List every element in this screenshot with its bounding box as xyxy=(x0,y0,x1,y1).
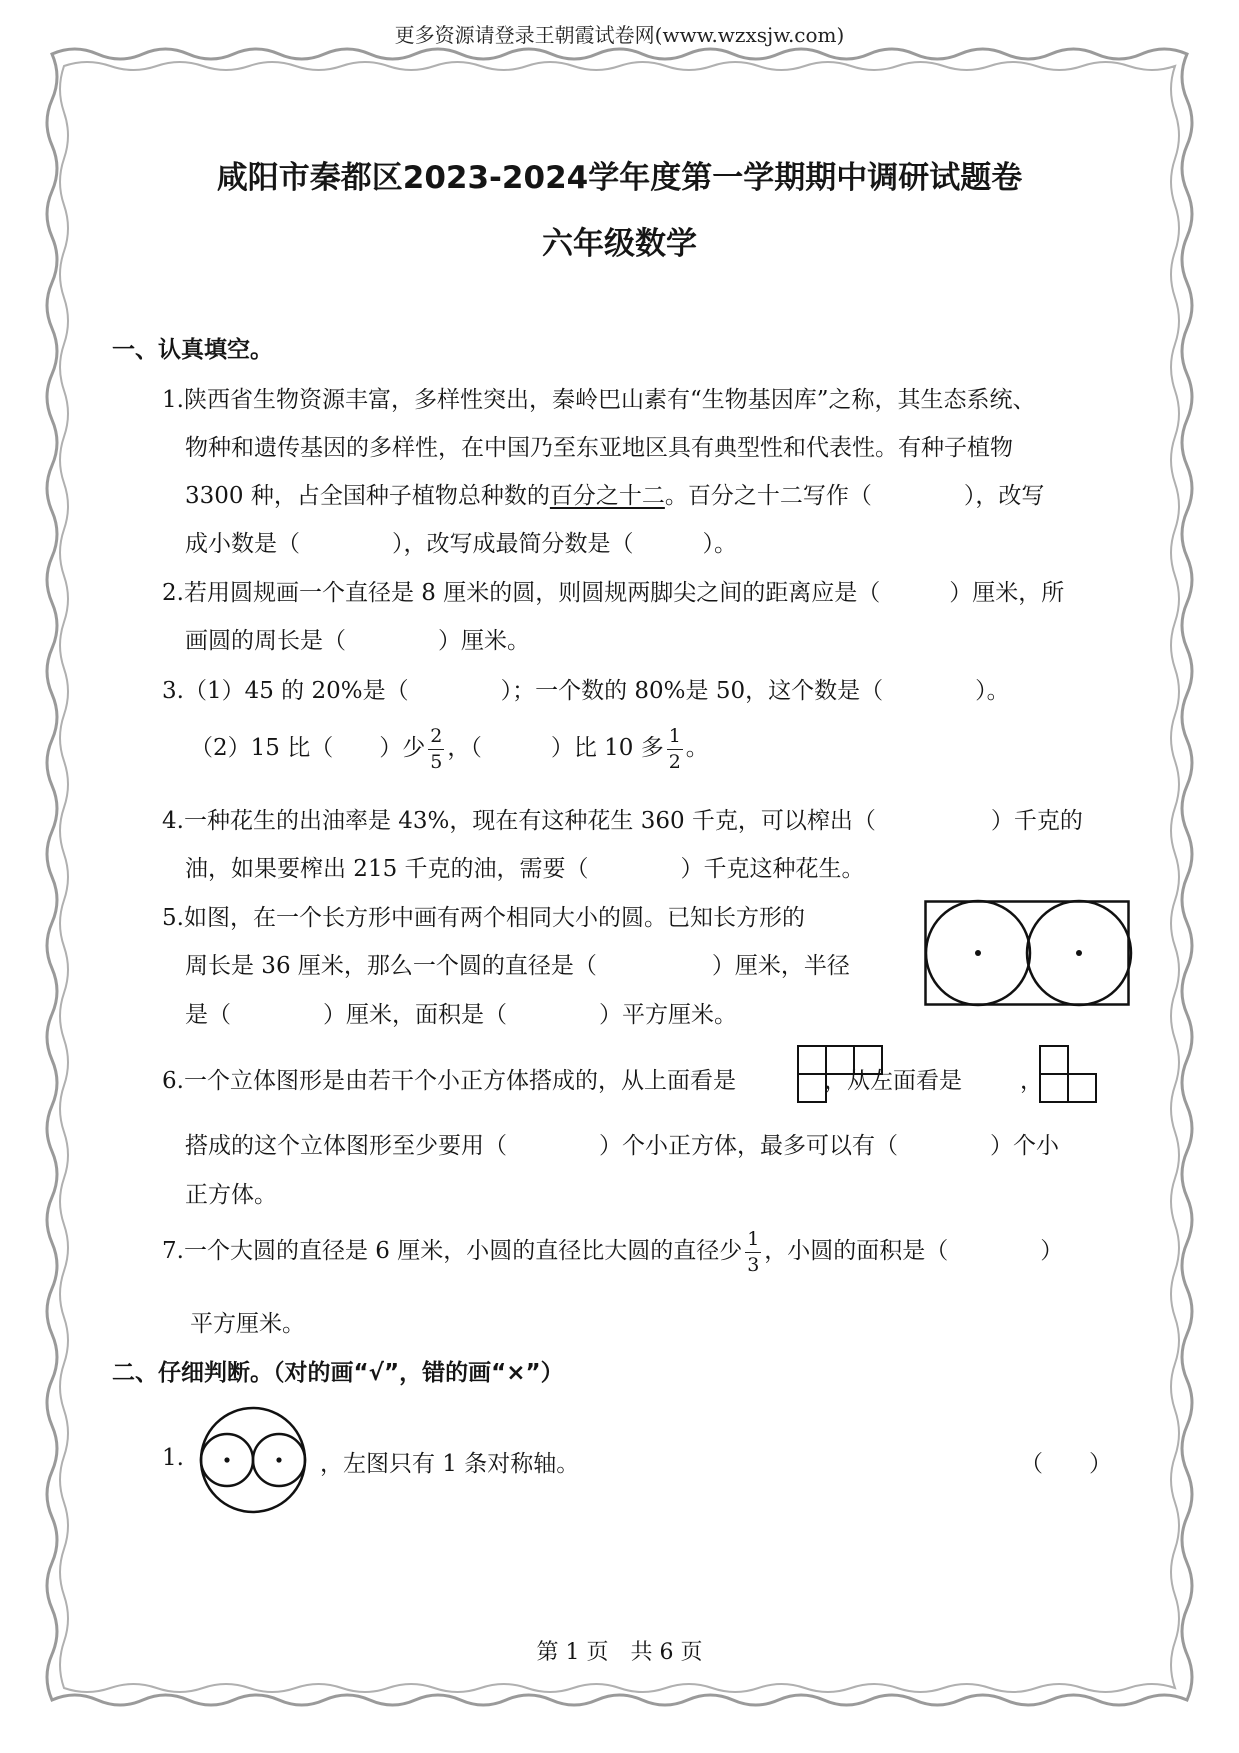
top-view-cell xyxy=(826,1046,854,1074)
left-view-cell xyxy=(1068,1074,1096,1102)
q1-line4: 成小数是（ ），改写成最简分数是（ ）。 xyxy=(185,531,737,557)
circle-center-left xyxy=(975,950,981,956)
circle-center-left xyxy=(224,1457,229,1462)
section2-heading: 二、仔细判断。（对的画“√”，错的画“×”） xyxy=(112,1360,564,1386)
page-footer: 第 1 页 共 6 页 xyxy=(536,1640,703,1665)
q3-line2 xyxy=(190,722,709,774)
q1-line1: 1.陕西省生物资源丰富，多样性突出，秦岭巴山素有“生物基因库”之称，其生态系统、 xyxy=(162,387,1036,413)
fraction-one-half xyxy=(667,724,683,773)
top-view-cell xyxy=(798,1046,826,1074)
left-view-cell xyxy=(1040,1046,1068,1074)
q1-line3-b: 。百分之十二写作（ ），改写 xyxy=(664,483,1045,509)
q6-line2: 搭成的这个立体图形至少要用（ ）个小正方体，最多可以有（ ）个小 xyxy=(185,1133,1059,1159)
circle-center-right xyxy=(276,1457,281,1462)
judge-q1-text: ，左图只有 1 条对称轴。 xyxy=(320,1451,580,1477)
q3-line2-c: 。 xyxy=(685,735,709,761)
q4-line2: 油，如果要榨出 215 千克的油，需要（ ）千克这种花生。 xyxy=(185,856,865,882)
fraction-two-fifths xyxy=(428,724,444,773)
q7-line1-b: ，小圆的面积是（ ） xyxy=(764,1238,1064,1264)
header-note: 更多资源请登录王朝霞试卷网(www.wzxsjw.com) xyxy=(394,23,845,47)
q5-line1: 5.如图，在一个长方形中画有两个相同大小的圆。已知长方形的 xyxy=(162,905,805,931)
top-view-cell xyxy=(854,1046,882,1074)
q2-line1: 2.若用圆规画一个直径是 8 厘米的圆，则圆规两脚尖之间的距离应是（ ）厘米，所 xyxy=(162,580,1065,606)
q3-line2-b: ，（ ）比 10 多 xyxy=(447,735,664,761)
q6-line1-a: 6.一个立体图形是由若干个小正方体搭成的，从上面看是 xyxy=(162,1068,736,1094)
top-view-cell xyxy=(798,1074,826,1102)
section1-heading: 一、认真填空。 xyxy=(112,337,273,363)
fraction-numerator: 2 xyxy=(428,727,444,750)
fraction-numerator: 1 xyxy=(745,1230,761,1253)
judge-q1-number: 1. xyxy=(162,1445,184,1471)
q6-line1 xyxy=(162,1062,1043,1095)
fraction-one-third xyxy=(745,1227,761,1276)
q1-line3 xyxy=(185,477,1044,510)
q6-line3: 正方体。 xyxy=(185,1182,277,1208)
q7-line1 xyxy=(162,1225,1063,1277)
q1-line3-a: 3300 种，占全国种子植物总种数的 xyxy=(185,483,550,509)
q1-underlined-term: 百分之十二 xyxy=(549,483,665,509)
fraction-denominator: 3 xyxy=(747,1253,760,1276)
page-subtitle: 六年级数学 xyxy=(542,226,697,262)
fraction-denominator: 2 xyxy=(668,750,681,773)
q7-line1-a: 7.一个大圆的直径是 6 厘米，小圆的直径比大圆的直径少 xyxy=(162,1238,743,1264)
q2-line2: 画圆的周长是（ ）厘米。 xyxy=(185,628,530,654)
q6-line1-c: ， xyxy=(1019,1068,1043,1094)
fraction-numerator: 1 xyxy=(667,727,683,750)
top-view-figure xyxy=(797,1045,887,1105)
q5-line2: 周长是 36 厘米，那么一个圆的直径是（ ）厘米，半径 xyxy=(185,953,850,979)
page-title: 咸阳市秦都区2023-2024学年度第一学期期中调研试题卷 xyxy=(216,160,1023,196)
q5-line3: 是（ ）厘米，面积是（ ）平方厘米。 xyxy=(185,1002,737,1028)
overlapping-circles-figure xyxy=(191,1406,317,1514)
judge-q1-answer-bracket[interactable]: （ ） xyxy=(1020,1451,1112,1477)
q3-line1: 3.（1）45 的 20%是（ ）；一个数的 80%是 50，这个数是（ ）。 xyxy=(162,678,1010,704)
q1-line2: 物种和遗传基因的多样性，在中国乃至东亚地区具有典型性和代表性。有种子植物 xyxy=(185,435,1013,461)
q7-line2: 平方厘米。 xyxy=(190,1311,305,1337)
q3-line2-a: （2）15 比（ ）少 xyxy=(190,735,426,761)
q4-line1: 4.一种花生的出油率是 43%，现在有这种花生 360 千克，可以榨出（ ）千克的 xyxy=(162,808,1083,834)
left-view-figure xyxy=(1039,1045,1099,1105)
circle-center-right xyxy=(1076,950,1082,956)
left-view-cell xyxy=(1040,1074,1068,1102)
q6-line1-b: ，从左面看是 xyxy=(823,1068,962,1094)
fraction-denominator: 5 xyxy=(430,750,443,773)
rectangle-two-circles-figure xyxy=(924,900,1130,1006)
